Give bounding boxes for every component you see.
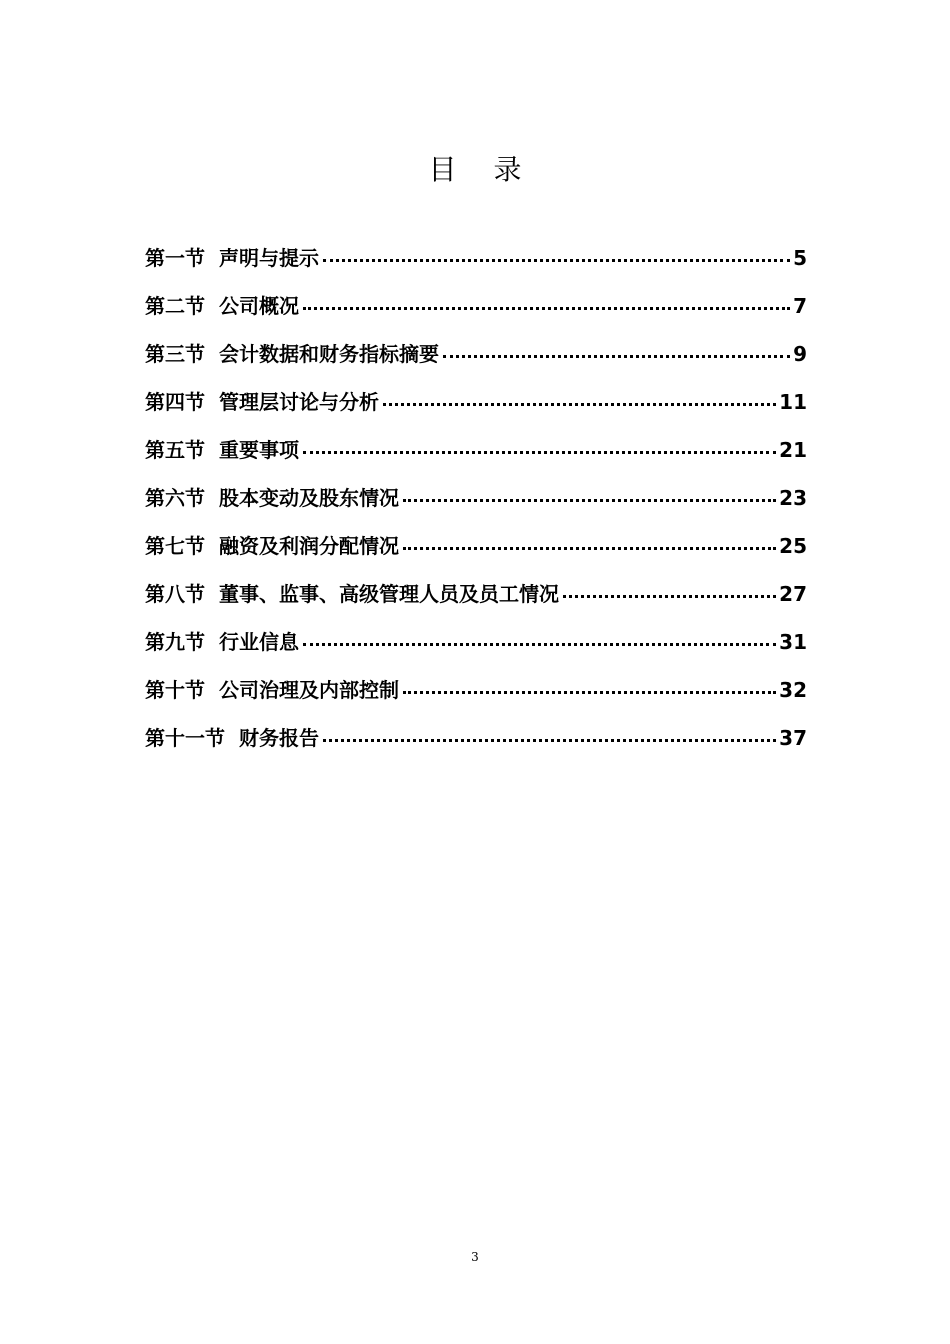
toc-entry-title: 管理层讨论与分析 <box>219 390 379 414</box>
toc-section-label: 第十一节 <box>145 726 225 750</box>
toc-entry-title: 重要事项 <box>219 438 299 462</box>
toc-section-label: 第九节 <box>145 630 205 654</box>
toc-section-label: 第三节 <box>145 342 205 366</box>
toc-entry[interactable] <box>145 480 807 528</box>
toc-section-label: 第一节 <box>145 246 205 270</box>
toc-entry[interactable] <box>145 720 807 768</box>
toc-section-label: 第二节 <box>145 294 205 318</box>
toc-entry[interactable] <box>145 288 807 336</box>
toc-dot-leader <box>303 643 776 646</box>
toc-entry[interactable] <box>145 624 807 672</box>
toc-entry-title: 声明与提示 <box>219 246 319 270</box>
toc-dot-leader <box>403 547 776 550</box>
toc-page-number: 32 <box>779 678 807 702</box>
toc-entry-title: 融资及利润分配情况 <box>219 534 399 558</box>
toc-page-number: 27 <box>779 582 807 606</box>
toc-dot-leader <box>383 403 776 406</box>
toc-section-label: 第十节 <box>145 678 205 702</box>
toc-section-label: 第五节 <box>145 438 205 462</box>
toc-entry-title: 会计数据和财务指标摘要 <box>219 342 439 366</box>
toc-dot-leader <box>323 259 790 262</box>
toc-section-label: 第四节 <box>145 390 205 414</box>
toc-page-number: 37 <box>779 726 807 750</box>
toc-entry-title: 公司概况 <box>219 294 299 318</box>
toc-dot-leader <box>403 499 776 502</box>
toc-entry[interactable] <box>145 528 807 576</box>
toc-section-label: 第八节 <box>145 582 205 606</box>
toc-entry-title: 董事、监事、高级管理人员及员工情况 <box>219 582 559 606</box>
page-number: 3 <box>471 1250 479 1264</box>
toc-page-number: 7 <box>793 294 807 318</box>
toc-entry[interactable] <box>145 384 807 432</box>
toc-entry-title: 财务报告 <box>239 726 319 750</box>
toc-page-number: 9 <box>793 342 807 366</box>
toc-dot-leader <box>303 451 776 454</box>
toc-dot-leader <box>403 691 776 694</box>
toc-page-number: 25 <box>779 534 807 558</box>
toc-entry-title: 行业信息 <box>219 630 299 654</box>
page-title: 目 录 <box>428 153 536 186</box>
toc-dot-leader <box>323 739 776 742</box>
toc-page-number: 21 <box>779 438 807 462</box>
toc-entry-title: 股本变动及股东情况 <box>219 486 399 510</box>
table-of-contents <box>145 240 807 768</box>
toc-section-label: 第七节 <box>145 534 205 558</box>
toc-page-number: 23 <box>779 486 807 510</box>
toc-dot-leader <box>563 595 776 598</box>
toc-entry[interactable] <box>145 432 807 480</box>
toc-dot-leader <box>303 307 790 310</box>
toc-entry[interactable] <box>145 240 807 288</box>
toc-entry[interactable] <box>145 576 807 624</box>
toc-dot-leader <box>443 355 790 358</box>
toc-page-number: 31 <box>779 630 807 654</box>
toc-entry[interactable] <box>145 336 807 384</box>
toc-entry-title: 公司治理及内部控制 <box>219 678 399 702</box>
toc-page-number: 5 <box>793 246 807 270</box>
toc-page-number: 11 <box>779 390 807 414</box>
toc-section-label: 第六节 <box>145 486 205 510</box>
toc-entry[interactable] <box>145 672 807 720</box>
